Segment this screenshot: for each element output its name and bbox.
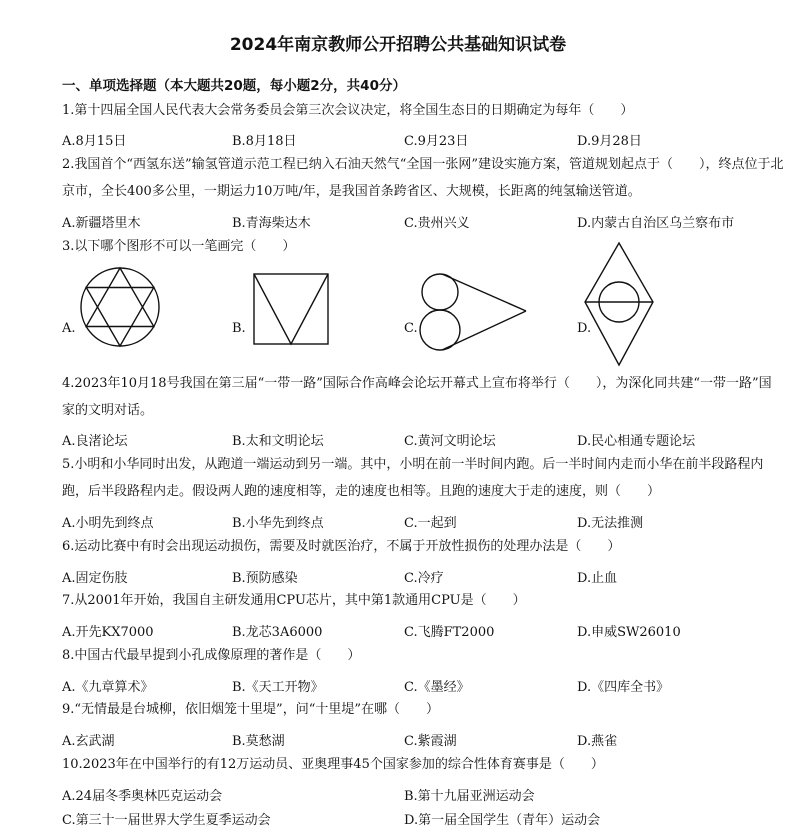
q1-option-b: B.8月18日 <box>232 134 297 149</box>
q2-option-b: B.青海柴达木 <box>232 216 311 231</box>
q9-option-a: A.玄武湖 <box>62 734 115 749</box>
section-heading: 一、单项选择题（本大题共20题，每小题2分，共40分） <box>62 78 406 94</box>
figure-a-hexagram-in-circle <box>78 265 162 349</box>
q10-option-d: D.第一届全国学生（青年）运动会 <box>404 813 601 828</box>
q7-option-d: D.申威SW26010 <box>577 625 681 640</box>
q7-option-a: A.开先KX7000 <box>62 625 154 640</box>
q5-option-c: C.一起到 <box>404 516 457 531</box>
q5-option-b: B.小华先到终点 <box>232 516 324 531</box>
question-3: 3.以下哪个图形不可以一笔画完（ ） <box>62 239 296 254</box>
q2-option-a: A.新疆塔里木 <box>62 216 141 231</box>
question-2: 2.我国首个“西氢东送”输氢管道示范工程已纳入石油天然气“全国一张网”建设实施方案，管道规划起点于（ ），终点位于北京市，全长400多公里，一期运力10万吨/年，是我国首条跨省区、大规模，长距离的纯氢输送管道。 <box>62 157 784 199</box>
q9-option-b: B.莫愁湖 <box>232 734 285 749</box>
q9-option-c: C.紫霞湖 <box>404 734 457 749</box>
q2-option-d: D.内蒙古自治区乌兰察布市 <box>577 216 735 231</box>
question-10: 10.2023年在中国举行的有12万运动员、亚奥理事45个国家参加的综合性体育赛事是（ ） <box>62 757 604 772</box>
q6-option-d: D.止血 <box>577 571 618 586</box>
question-1: 1.第十四届全国人民代表大会常务委员会第三次会议决定，将全国生态日的日期确定为每年（ ） <box>62 103 634 118</box>
question-5: 5.小明和小华同时出发，从跑道一端运动到另一端。其中，小明在前一半时间内跑。后一半时间内走而小华在前半段路程内跑，后半段路程内走。假设两人跑的速度相等，走的速度也相等。且跑的速度大于走的速度，则（ ） <box>62 457 764 499</box>
q10-option-b: B.第十九届亚洲运动会 <box>404 789 535 804</box>
q3-option-a: A. <box>62 321 76 336</box>
figure-b-square-with-triangle <box>250 270 332 348</box>
q4-option-d: D.民心相通专题论坛 <box>577 434 696 449</box>
q4-option-a: A.良渚论坛 <box>62 434 128 449</box>
q8-option-a: A.《九章算术》 <box>62 680 154 695</box>
q7-option-c: C.飞腾FT2000 <box>404 625 495 640</box>
q6-option-b: B.预防感染 <box>232 571 298 586</box>
q9-option-d: D.燕雀 <box>577 734 618 749</box>
q7-option-b: B.龙芯3A6000 <box>232 625 323 640</box>
q3-option-d: D. <box>577 321 592 336</box>
q5-option-a: A.小明先到终点 <box>62 516 154 531</box>
question-8: 8.中国古代最早提到小孔成像原理的著作是（ ） <box>62 648 361 663</box>
figure-c-two-circles-cone <box>418 270 530 354</box>
question-6: 6.运动比赛中有时会出现运动损伤，需要及时就医治疗，不属于开放性损伤的处理办法是（ ） <box>62 539 621 554</box>
q1-option-c: C.9月23日 <box>404 134 469 149</box>
q6-option-c: C.冷疗 <box>404 571 444 586</box>
question-4: 4.2023年10月18号我国在第三届“一带一路”国际合作高峰会论坛开幕式上宣布将举行（ ），为深化同共建“一带一路”国家的文明对话。 <box>62 376 772 418</box>
q6-option-a: A.固定伤肢 <box>62 571 128 586</box>
page-title: 2024年南京教师公开招聘公共基础知识试卷 <box>229 35 567 55</box>
q8-option-b: B.《天工开物》 <box>232 680 324 695</box>
q8-option-c: C.《墨经》 <box>404 680 470 695</box>
question-9: 9.“无情最是台城柳，依旧烟笼十里堤”，问“十里堤”在哪（ ） <box>62 702 439 717</box>
question-7: 7.从2001年开始，我国自主研发通用CPU芯片，其中第1款通用CPU是（ ） <box>62 593 526 608</box>
q2-option-c: C.贵州兴义 <box>404 216 470 231</box>
q3-option-b: B. <box>232 321 246 336</box>
q4-option-c: C.黄河文明论坛 <box>404 434 496 449</box>
q5-option-d: D.无法推测 <box>577 516 644 531</box>
q1-option-d: D.9月28日 <box>577 134 642 149</box>
figure-d-diamond-with-circle <box>582 240 656 368</box>
q8-option-d: D.《四库全书》 <box>577 680 670 695</box>
q4-option-b: B.太和文明论坛 <box>232 434 324 449</box>
q10-option-a: A.24届冬季奥林匹克运动会 <box>62 789 223 804</box>
q10-option-c: C.第三十一届世界大学生夏季运动会 <box>62 813 271 828</box>
q3-option-c: C. <box>404 321 418 336</box>
q1-option-a: A.8月15日 <box>62 134 127 149</box>
